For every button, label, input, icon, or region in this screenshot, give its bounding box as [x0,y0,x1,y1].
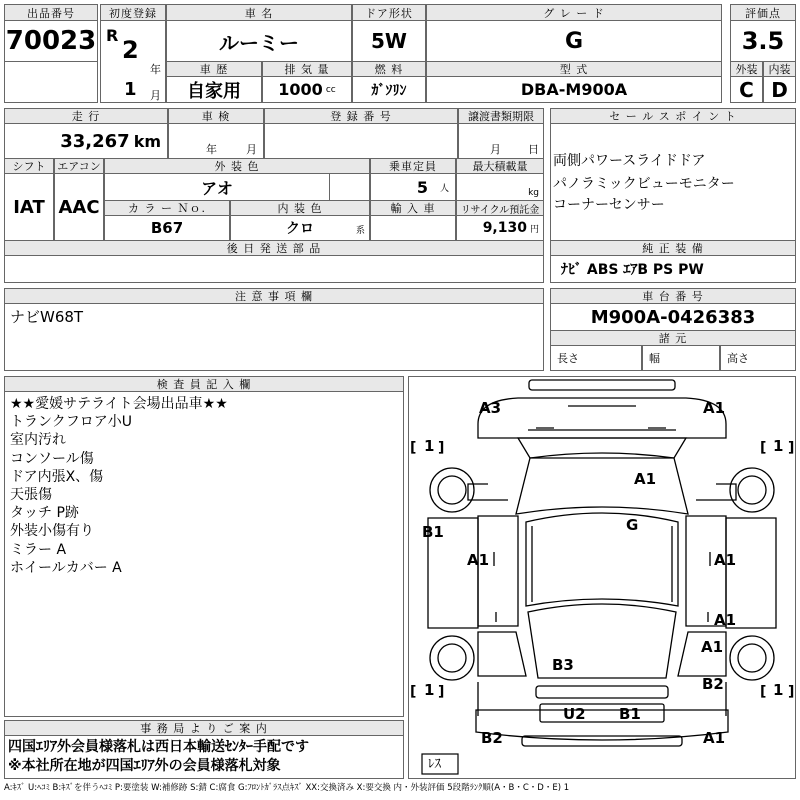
front-bumper-outline [478,398,726,438]
specs-width-cell [642,345,720,371]
tire-fl-value: 1 [424,437,435,455]
roof [526,513,678,606]
recycle-value: 9,130 [482,220,527,236]
tire-bracket-fr-close: ] [788,440,795,456]
reg-no-label: 登 録 番 号 [264,108,458,124]
interior-value: D [763,76,796,103]
specs-width-label: 幅 [649,352,660,365]
inspection-year-unit: 年 [206,143,217,156]
sales-point-2: パノラミックビューモニター [553,176,735,192]
inspector-lines [10,395,228,577]
import-cell [370,215,456,241]
inspector-line: 外装小傷有り [10,523,94,540]
score-label: 評価点 [730,4,796,21]
mark-right-door-rear: A1 [714,611,737,629]
ext-color-label: 外 装 色 [104,158,370,174]
first-reg-label: 初度登録 [100,4,166,21]
max-load-cell [456,173,544,201]
inspector-line: ★★愛媛サテライト会場出品車★★ [10,396,228,412]
fuel-label: 燃 料 [352,61,426,77]
tire-fr-value: 1 [773,437,784,455]
front-bumper [529,380,675,390]
tire-bracket-fl-close: ] [438,440,445,456]
notes-cell [4,303,544,371]
model-label: 型 式 [426,61,722,77]
lot-number: 70023 [4,20,98,62]
displacement-value: 1000 [278,80,323,99]
inspector-line: ホイールカバー A [10,559,122,576]
capacity-value: 5 [416,177,428,197]
shift-label: シフト [4,158,54,174]
recycle-cell [456,215,544,241]
tire-bracket-rr: [ [760,684,767,700]
capacity-label: 乗車定員 [370,158,456,174]
first-reg-era: R [106,26,119,45]
mileage-label: 走 行 [4,108,168,124]
inspector-label: 検 査 員 記 入 欄 [4,376,404,392]
int-color-label: 内 装 色 [230,200,370,216]
score-value: 3.5 [730,20,796,62]
mark-right-rear: B2 [702,675,724,693]
color-no-value: B67 [104,215,230,241]
tailgate-top [536,686,668,698]
chassis-value: M900A-0426383 [550,303,796,331]
mark-tailgate-left: U2 [563,705,586,723]
mileage-unit: km [133,131,161,151]
tire-bracket-rr-close: ] [788,684,795,700]
int-color-value: クロ [286,221,314,237]
capacity-cell [370,173,456,201]
transfer-month-unit: 月 [490,143,501,156]
tire-bracket-fr: [ [760,440,767,456]
mark-rear-center: B3 [552,656,574,674]
ext-color-extra [329,173,370,201]
door-label: ドア形状 [352,4,426,21]
later-parts-cell [4,255,544,283]
specs-height-label: 高さ [727,352,749,365]
first-reg-month-unit: 月 [150,89,161,102]
sales-points-label: セ ー ル ス ポ イ ン ト [550,108,796,124]
color-no-label: カ ラ ー Ｎｏ. [104,200,230,216]
inspector-line: タッチ P跡 [10,505,79,522]
legend: A:ｷｽﾞ U:ﾍｺﾐ B:ｷｽﾞを伴うﾍｺﾐ P:要塗装 W:補修跡 S:錆 C:腐食 G:ﾌﾛﾝﾄｶﾞﾗｽ点ｷｽﾞ XX:交換済み X:要交換 内・外装評価 5段階ﾗﾝｸ順(A・B・C・D・E) 1 [4,783,570,793]
sales-point-1: 両側パワースライドドア [553,153,706,169]
tire-rear-left [430,636,474,680]
right-side [686,516,726,626]
transfer-label: 譲渡書類期限 [458,108,544,124]
mark-rear-bumper-left: B2 [481,729,503,747]
notes-label: 注 意 事 項 欄 [4,288,544,304]
displacement-cell [262,76,352,103]
inspector-line: トランクフロア小U [10,414,132,431]
mark-front-right: A1 [703,399,726,417]
inspector-line: 天張傷 [10,487,52,504]
shift-value: IAT [4,173,54,241]
import-label: 輸 入 車 [370,200,456,216]
notes-value: ナビW68T [10,308,84,326]
mark-right-quarter: A1 [701,638,724,656]
left-side [478,516,518,626]
int-color-suffix: 系 [355,226,365,236]
mileage-cell [4,123,168,159]
hood [516,453,688,514]
inspector-line: コンソール傷 [10,450,94,467]
lot-spacer [4,61,98,103]
lot-label: 出品番号 [4,4,98,21]
tire-bracket-rl: [ [410,684,417,700]
tire-rr-value: 1 [773,681,784,699]
inspector-line: ミラー A [10,541,67,558]
int-color-cell [230,215,370,241]
tire-bracket-rl-close: ] [438,684,445,700]
mark-tailgate-right: B1 [619,705,641,723]
inspection-label: 車 検 [168,108,264,124]
office-lines [8,738,309,776]
reg-no-cell [264,123,458,159]
mileage-value: 33,267 [60,130,130,152]
exterior-value: C [730,76,763,103]
mark-left-side: B1 [422,523,444,541]
equipment-value: ﾅﾋﾞ ABS ｴｱB PS PW [550,255,796,283]
mark-rear-bumper-right: A1 [703,729,726,747]
mark-left-door: A1 [467,551,490,569]
model-value: DBA-M900A [426,76,722,103]
recycle-label: リサイクル預託金 [456,200,544,216]
later-parts-label: 後 日 発 送 部 品 [4,240,544,256]
first-reg-year-unit: 年 [150,63,161,76]
inspector-line: ドア内張X、傷 [10,468,104,485]
specs-length-label: 長さ [557,352,579,365]
first-reg-month: 1 [124,79,137,100]
max-load-unit: kg [528,188,539,198]
equipment-label: 純 正 装 備 [550,240,796,256]
tire-bracket-fl: [ [410,440,417,456]
first-reg-year: 2 [122,36,139,64]
office-line: 四国ｴﾘｱ外会員様落札は西日本輸送ｾﾝﾀｰ手配です [8,739,309,755]
history-value: 自家用 [166,76,262,103]
ext-color-value: アオ [104,173,330,201]
specs-height-cell [720,345,796,371]
specs-label: 諸 元 [550,330,796,346]
office-label: 事 務 局 よ り ご 案 内 [4,720,404,736]
max-load-label: 最大積載量 [456,158,544,174]
mark-front-left: A3 [479,399,502,417]
door-value: 5W [352,20,426,62]
chassis-label: 車 台 番 号 [550,288,796,304]
mark-roof: G [626,516,639,534]
aircon-label: エアコン [54,158,104,174]
rear-window [528,604,676,678]
aircon-value: AAC [54,173,104,241]
tailgate [540,704,664,722]
tire-rl-value: 1 [424,681,435,699]
specs-length-cell [550,345,642,371]
car-name-value: ルーミー [166,20,352,62]
tire-rear-right [730,636,774,680]
vehicle-diagram [408,376,796,779]
inspector-line: 室内汚れ [10,432,66,449]
grade-label: グ レ ー ド [426,4,722,21]
sales-point-3: コーナーセンサー [553,197,665,213]
fuel-value: ｶﾞｿﾘﾝ [352,76,426,103]
car-name-label: 車 名 [166,4,352,21]
grade-value: G [426,20,722,62]
mark-right-door-front: A1 [714,551,737,569]
displacement-unit: cc [325,84,336,95]
inspection-month-unit: 月 [246,143,257,156]
windshield [518,438,686,458]
transfer-day-unit: 日 [528,143,539,156]
exterior-label: 外装 [730,61,763,77]
history-label: 車 歴 [166,61,262,77]
interior-label: 内装 [763,61,796,77]
capacity-unit: 人 [439,183,449,194]
office-line: ※本社所在地が四国ｴﾘｱ外の会員様落札対象 [8,758,281,774]
les-label: ﾚｽ [428,757,441,772]
displacement-label: 排 気 量 [262,61,352,77]
mark-hood: A1 [634,470,657,488]
recycle-unit: 円 [529,224,539,235]
